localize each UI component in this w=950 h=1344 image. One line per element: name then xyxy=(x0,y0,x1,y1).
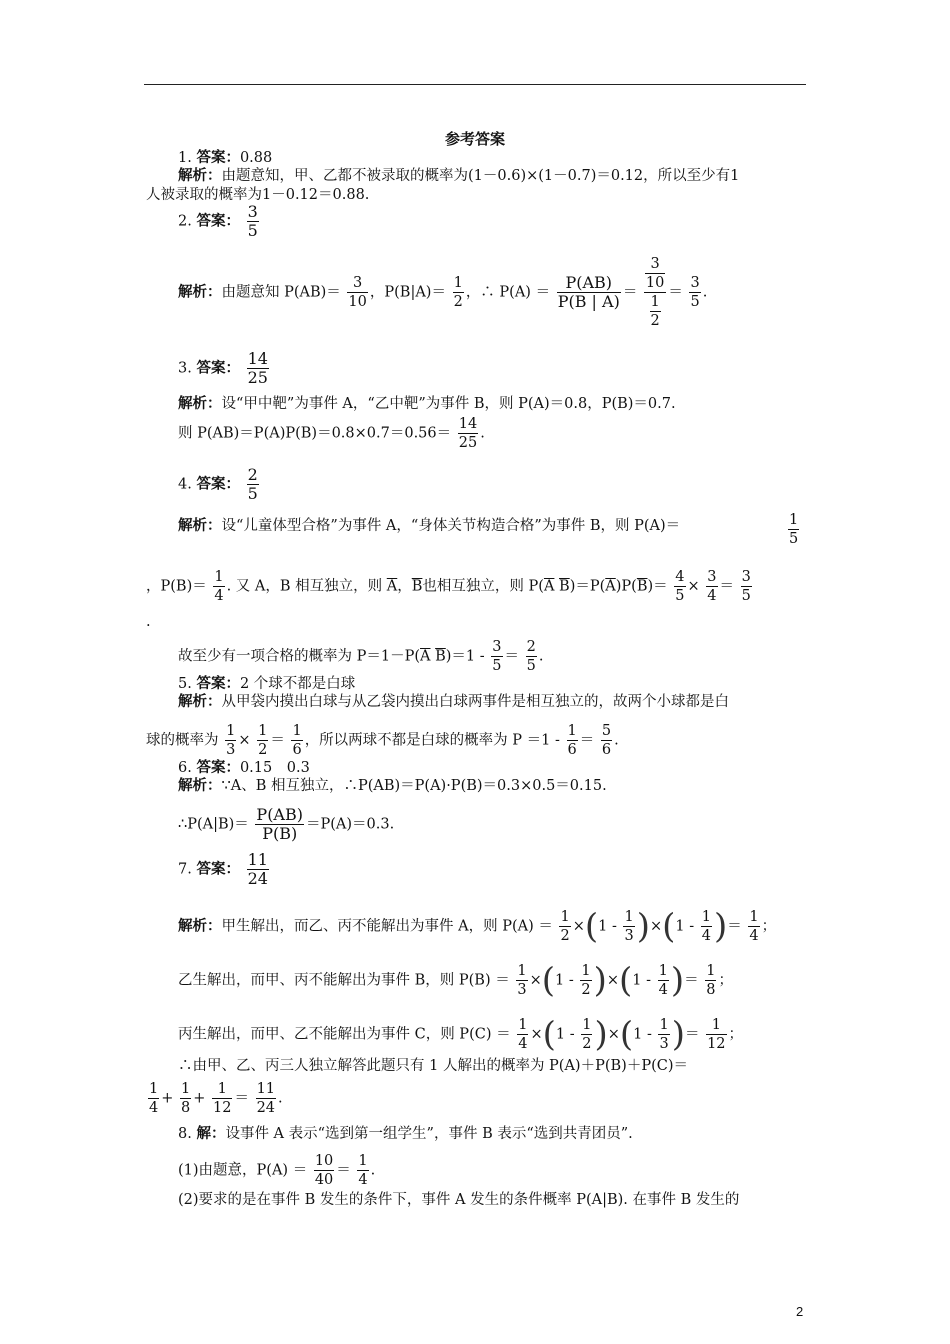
q4-number: 4. xyxy=(178,476,192,493)
numerator: 1 xyxy=(706,1016,726,1035)
denominator: 12 xyxy=(707,1036,726,1052)
a-bar: $\overline{A}$ xyxy=(543,578,555,595)
q5-text: 球的概率为 xyxy=(146,732,219,749)
q2-text: 由题意知 P(AB)＝ xyxy=(221,284,341,301)
q1-answer-line xyxy=(178,148,840,168)
denominator: 4 xyxy=(701,928,711,944)
analysis-label: 解析： xyxy=(178,396,222,412)
period: . xyxy=(146,614,151,630)
denominator: 5 xyxy=(789,531,799,547)
left-paren: ( xyxy=(619,1014,634,1055)
numerator: 1 xyxy=(567,723,577,739)
inner-fraction xyxy=(645,255,665,292)
fraction xyxy=(748,908,759,945)
denominator: 2 xyxy=(258,742,268,758)
q5-fraction-2 xyxy=(257,722,268,759)
q2-fraction-1 xyxy=(347,274,367,311)
q5-fraction-5 xyxy=(601,722,612,759)
q5-analysis-line xyxy=(178,692,840,712)
q7-answer-line xyxy=(178,851,840,888)
q4-text: 故至少有一项合格的概率为 P＝1－P( xyxy=(178,648,421,665)
q2-fraction-2 xyxy=(453,274,464,311)
numerator: 2 xyxy=(247,465,258,484)
period: . xyxy=(480,425,485,442)
answer-label: 答案： xyxy=(196,476,240,493)
q4-answer-line xyxy=(178,466,840,503)
denominator: 4 xyxy=(707,588,717,604)
denominator: 6 xyxy=(601,742,612,758)
answer-label: 答案： xyxy=(196,213,240,230)
fraction xyxy=(180,1080,191,1117)
q5-line-2 xyxy=(146,722,808,759)
one-minus: 1 - xyxy=(675,918,695,935)
answer-label: 答案： xyxy=(196,760,240,776)
denominator: 24 xyxy=(256,1100,276,1116)
left-paren: ( xyxy=(542,1014,556,1055)
times: × xyxy=(238,732,251,749)
equals: ＝ xyxy=(579,732,595,749)
numerator: 1 xyxy=(789,512,799,528)
numerator: 1 xyxy=(749,909,759,925)
q4-text: )＝ xyxy=(647,578,668,595)
denominator: 2 xyxy=(560,928,570,944)
denominator: 10 xyxy=(645,275,665,291)
numerator: 1 xyxy=(358,1153,368,1169)
q7-line-a xyxy=(178,908,840,945)
q8-setup: 设事件 A 表示“选到第一组学生”，事件 B 表示“选到共青团员”. xyxy=(225,1126,633,1142)
q4-dot-line xyxy=(146,612,808,632)
numerator: 11 xyxy=(256,1081,276,1097)
numerator: P(AB) xyxy=(256,805,303,824)
fraction xyxy=(701,908,712,945)
times: × xyxy=(606,972,619,989)
numerator: 3 xyxy=(690,275,700,291)
a-bar: $\overline{A}$ xyxy=(420,648,431,665)
q8-number: 8. xyxy=(178,1126,192,1142)
denominator: 10 xyxy=(348,294,367,310)
q6-line-2 xyxy=(178,806,840,843)
q5-fraction-1 xyxy=(225,722,236,759)
q7-text: 丙生解出，而甲、乙不能解出为事件 C，则 P(C) ＝ xyxy=(178,1026,511,1043)
times: × xyxy=(607,1026,620,1043)
q4-text: )＝1 - xyxy=(445,648,485,665)
times: × xyxy=(687,578,700,595)
denominator: 5 xyxy=(247,484,258,503)
denominator: 2 xyxy=(582,1036,592,1052)
analysis-label: 解析： xyxy=(178,518,222,534)
q4-fraction-5 xyxy=(741,568,752,605)
equals: ＝ xyxy=(684,972,699,989)
denominator: 4 xyxy=(358,1172,368,1188)
numerator: 1 xyxy=(212,1080,232,1099)
q8-setup-line xyxy=(178,1124,840,1144)
numerator: 1 xyxy=(706,963,716,979)
q8-text: (1)由题意，P(A) ＝ xyxy=(178,1162,308,1179)
q2-number: 2. xyxy=(178,213,192,230)
denominator: 4 xyxy=(518,1036,528,1052)
numerator: 3 xyxy=(741,569,751,585)
period: . xyxy=(370,1162,376,1179)
denominator: 3 xyxy=(517,982,527,998)
denominator: 4 xyxy=(214,588,224,604)
q8-text: (2)要求的是在事件 B 发生的条件下，事件 A 发生的条件概率 P(A|B). 在事件 B 发生的 xyxy=(178,1192,740,1208)
denominator: 8 xyxy=(181,1100,191,1116)
left-paren: ( xyxy=(618,960,633,1001)
solution-label: 解： xyxy=(196,1126,226,1142)
b-bar: $\overline{B}$ xyxy=(411,578,423,595)
denominator: 12 xyxy=(213,1100,232,1116)
denominator: 24 xyxy=(247,869,268,888)
q7-text: 乙生解出，而甲、丙不能解出为事件 B，则 P(B) ＝ xyxy=(178,972,510,989)
q8-part-2 xyxy=(178,1190,840,1210)
one-minus: 1 - xyxy=(632,972,651,989)
q6-text: ∴P(A|B)＝ xyxy=(178,816,249,833)
numerator: 3 xyxy=(707,569,717,585)
plus: + xyxy=(193,1090,206,1107)
q6-number: 6. xyxy=(178,760,192,776)
q7-text: 甲生解出，而乙、丙不能解出为事件 A，则 P(A) ＝ xyxy=(221,918,553,935)
q3-analysis-line xyxy=(178,394,840,414)
period: . xyxy=(538,648,544,665)
analysis-label: 解析： xyxy=(178,778,222,794)
numerator: 14 xyxy=(458,416,478,432)
q7-line-c xyxy=(178,1016,840,1053)
equals: ＝ xyxy=(622,284,638,301)
times: × xyxy=(529,972,542,989)
q6-analysis-line xyxy=(178,776,840,796)
numerator: 1 xyxy=(149,1081,159,1097)
equals: ＝ xyxy=(504,648,520,665)
denominator: 6 xyxy=(292,742,302,758)
fraction xyxy=(581,1016,592,1053)
plus: + xyxy=(161,1090,174,1107)
q5-answer-line xyxy=(178,674,840,694)
fraction xyxy=(705,962,716,999)
q6-answer-line xyxy=(178,758,840,778)
semicolon: ； xyxy=(718,972,733,989)
denominator: 25 xyxy=(247,368,268,387)
numerator: 1 xyxy=(582,1017,592,1033)
semicolon: ； xyxy=(728,1026,744,1043)
numerator: 3 xyxy=(247,202,258,221)
inner-fraction xyxy=(650,293,661,330)
q7-answer-fraction xyxy=(247,851,269,888)
fraction xyxy=(256,1080,276,1117)
left-paren: ( xyxy=(584,906,599,947)
q5-fraction-4 xyxy=(567,722,578,759)
analysis-label: 解析： xyxy=(178,694,222,710)
answer-label: 答案： xyxy=(196,676,240,692)
numerator: 1 xyxy=(181,1081,191,1097)
denominator: 40 xyxy=(314,1172,334,1188)
numerator: 2 xyxy=(526,639,536,655)
left-paren: ( xyxy=(541,960,555,1001)
denominator: 4 xyxy=(658,982,668,998)
one-minus: 1 - xyxy=(554,972,574,989)
right-paren: ) xyxy=(594,1014,608,1055)
denominator: 5 xyxy=(675,588,685,604)
page-title: 参考答案 xyxy=(444,130,505,148)
fraction xyxy=(559,908,570,945)
fraction xyxy=(580,962,591,999)
q8-part-1 xyxy=(178,1152,840,1189)
b-bar: $\overline{B}$ xyxy=(636,578,648,595)
denominator: 3 xyxy=(659,1036,669,1052)
q4-fraction-3 xyxy=(674,568,685,605)
fraction xyxy=(658,962,669,999)
q2-fraction-3 xyxy=(557,274,621,311)
q3-answer-fraction xyxy=(247,350,269,387)
a-bar: $\overline{A}$ xyxy=(386,578,398,595)
numerator: 1 xyxy=(258,723,268,739)
denominator: 25 xyxy=(458,435,478,451)
right-paren: ) xyxy=(670,960,685,1001)
q7-number: 7. xyxy=(178,861,192,878)
denominator: 3 xyxy=(624,928,634,944)
numerator: 1 xyxy=(214,569,224,585)
q4-answer-fraction xyxy=(247,466,259,503)
answer-label: 答案： xyxy=(196,150,240,166)
q3-answer-line xyxy=(178,350,840,387)
q2-answer-line xyxy=(178,203,840,240)
q4-line-3 xyxy=(178,638,840,675)
times: × xyxy=(649,918,663,935)
q2-analysis-line xyxy=(178,255,840,330)
numerator: P(AB) xyxy=(557,274,621,293)
fraction xyxy=(706,1016,726,1053)
q4-fraction-1 xyxy=(788,511,799,548)
semicolon: ； xyxy=(761,918,777,935)
q4-text: . 又 A，B 相互独立，则 xyxy=(226,578,383,595)
fraction xyxy=(517,1016,528,1053)
numerator xyxy=(644,255,666,293)
q6-fraction xyxy=(255,806,304,843)
equals: ＝ xyxy=(234,1090,249,1107)
q3-analysis: 设“甲中靶”为事件 A，“乙中靶”为事件 B，则 P(A)＝0.8，P(B)＝0.7. xyxy=(221,396,676,412)
analysis-label: 解析： xyxy=(178,284,222,301)
q4-fraction-2 xyxy=(213,568,224,605)
denominator: 4 xyxy=(749,928,759,944)
q6-answer: 0.15 0.3 xyxy=(239,760,310,776)
numerator: 3 xyxy=(347,274,367,293)
denominator: 4 xyxy=(149,1100,159,1116)
right-paren: ) xyxy=(593,960,607,1001)
answer-label: 答案： xyxy=(196,360,240,377)
denominator: 5 xyxy=(741,588,751,604)
numerator: 4 xyxy=(675,569,685,585)
fraction xyxy=(623,908,634,945)
b-bar: $\overline{B}$ xyxy=(435,648,446,665)
fraction xyxy=(148,1080,159,1117)
numerator: 1 xyxy=(581,963,591,979)
numerator: 1 xyxy=(650,294,660,310)
numerator: 5 xyxy=(601,723,612,739)
q5-fraction-3 xyxy=(291,722,302,759)
right-paren: ) xyxy=(671,1014,685,1055)
one-minus: 1 - xyxy=(633,1026,652,1043)
numerator: 11 xyxy=(247,850,268,869)
q7-line-d xyxy=(178,1056,840,1076)
analysis-label: 解析： xyxy=(178,918,222,935)
fraction xyxy=(658,1016,669,1053)
fraction xyxy=(357,1152,368,1189)
numerator: 3 xyxy=(492,639,502,655)
numerator: 1 xyxy=(659,1017,669,1033)
q3-text: 则 P(AB)＝P(A)P(B)＝0.8×0.7＝0.56＝ xyxy=(178,425,452,442)
page-number: 2 xyxy=(796,1304,804,1319)
denominator: 6 xyxy=(567,742,577,758)
denominator: P(B | A) xyxy=(557,292,620,311)
q4-analysis-line xyxy=(178,512,840,547)
q1-analysis-line xyxy=(178,166,840,186)
numerator: 1 xyxy=(658,963,668,979)
denominator: 5 xyxy=(247,221,258,240)
q5-number: 5. xyxy=(178,676,192,692)
numerator: 1 xyxy=(226,723,236,739)
q5-text: ，所以两球不都是白球的概率为 P ＝1 - xyxy=(304,732,560,749)
period: . xyxy=(702,284,708,301)
q4-analysis: 设“儿童体型合格”为事件 A，“身体关节构造合格”为事件 B，则 P(A)＝ xyxy=(221,518,681,534)
q4-text: ，P(B)＝ xyxy=(146,578,207,595)
a-bar: $\overline{A}$ xyxy=(605,578,616,595)
q2-compound-fraction xyxy=(644,255,666,330)
equals: ＝ xyxy=(719,578,734,595)
q4-text: )＝P( xyxy=(569,578,606,595)
equals: ＝ xyxy=(668,284,683,301)
q4-fraction-7 xyxy=(526,638,537,675)
equals: ＝ xyxy=(727,918,742,935)
numerator: 1 xyxy=(453,275,463,291)
denominator: 2 xyxy=(650,313,660,329)
q5-analysis: 从甲袋内摸出白球与从乙袋内摸出白球两事件是相互独立的，故两个小球都是白 xyxy=(221,694,729,710)
answer-label: 答案： xyxy=(196,861,240,878)
times: × xyxy=(530,1026,543,1043)
right-paren: ) xyxy=(636,906,650,947)
q3-number: 3. xyxy=(178,360,192,377)
q1-number: 1. xyxy=(178,150,192,166)
q1-answer: 0.88 xyxy=(239,150,273,166)
numerator: 3 xyxy=(645,255,665,274)
fraction xyxy=(314,1152,334,1189)
q2-text: ，∴ P(A) ＝ xyxy=(465,284,551,301)
q6-analysis: ∵A、B 相互独立，∴P(AB)＝P(A)·P(B)＝0.3×0.5＝0.15. xyxy=(221,778,607,794)
one-minus: 1 - xyxy=(555,1026,575,1043)
q4-text: 也相互独立，则 P( xyxy=(422,578,544,595)
denominator: 5 xyxy=(492,658,502,674)
q7-text: ∴由甲、乙、丙三人独立解答此题只有 1 人解出的概率为 P(A)＋P(B)＋P(C)＝ xyxy=(178,1058,688,1074)
numerator: 1 xyxy=(560,909,570,925)
period: . xyxy=(614,732,619,749)
denominator: 2 xyxy=(453,294,463,310)
q5-answer: 2 个球不都是白球 xyxy=(239,676,356,692)
q1-analysis-line-2 xyxy=(146,185,808,205)
q6-text: ＝P(A)＝0.3. xyxy=(305,816,395,833)
denominator: 5 xyxy=(526,658,536,674)
denominator xyxy=(644,293,666,330)
q7-line-b xyxy=(178,962,840,999)
equals: ＝ xyxy=(270,732,285,749)
denominator: 8 xyxy=(706,982,716,998)
q2-answer-fraction xyxy=(247,203,259,240)
fraction xyxy=(516,962,527,999)
left-paren: ( xyxy=(662,906,676,947)
q1-analysis-1: 由题意知，甲、乙都不被录取的概率为(1－0.6)×(1－0.7)＝0.12，所以至少有1 xyxy=(221,168,740,184)
period: . xyxy=(278,1090,283,1107)
header-rule xyxy=(144,84,806,85)
q4-fraction-6 xyxy=(491,638,502,675)
q2-text: ，P(B|A)＝ xyxy=(369,284,446,301)
q4-line-2 xyxy=(146,568,808,605)
right-paren: ) xyxy=(713,906,728,947)
comma: ， xyxy=(397,578,412,595)
q1-analysis-2: 人被录取的概率为1－0.12＝0.88. xyxy=(146,187,370,203)
q4-text: )P( xyxy=(615,578,637,595)
denominator: 5 xyxy=(690,294,700,310)
denominator: 2 xyxy=(581,982,591,998)
numerator: 1 xyxy=(517,963,527,979)
q2-fraction-5 xyxy=(689,274,700,311)
fraction xyxy=(212,1080,232,1117)
denominator: P(B) xyxy=(262,824,298,843)
numerator: 14 xyxy=(247,349,268,368)
b-bar: $\overline{B}$ xyxy=(559,578,570,595)
equals: ＝ xyxy=(684,1026,700,1043)
q3-line-2 xyxy=(178,415,840,452)
analysis-label: 解析： xyxy=(178,168,222,184)
equals: ＝ xyxy=(336,1162,351,1179)
numerator: 10 xyxy=(314,1153,334,1169)
numerator: 1 xyxy=(624,909,634,925)
q7-line-e xyxy=(146,1080,808,1117)
q4-fraction-4 xyxy=(706,568,717,605)
times: × xyxy=(572,918,585,935)
numerator: 1 xyxy=(292,723,302,739)
denominator: 3 xyxy=(226,742,236,758)
numerator: 1 xyxy=(518,1017,528,1033)
numerator: 1 xyxy=(701,909,711,925)
q3-fraction xyxy=(458,415,478,452)
one-minus: 1 - xyxy=(598,918,617,935)
